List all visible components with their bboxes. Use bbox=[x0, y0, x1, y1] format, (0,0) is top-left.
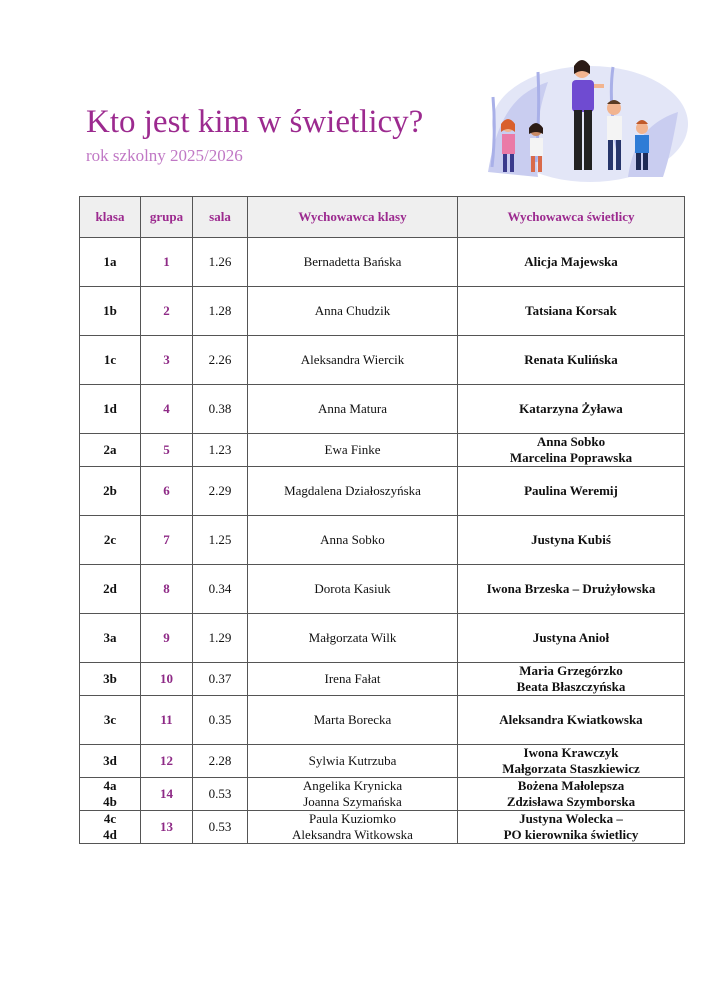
cell-klasa: 3d bbox=[80, 745, 141, 778]
cell-sala: 1.29 bbox=[193, 614, 248, 663]
cell-klasa: 4c 4d bbox=[80, 811, 141, 844]
table-row bbox=[80, 287, 685, 336]
cell-wychowawca-klasy: Anna Matura bbox=[248, 385, 458, 434]
cell-wychowawca-klasy: Dorota Kasiuk bbox=[248, 565, 458, 614]
table-row bbox=[80, 565, 685, 614]
table-row bbox=[80, 434, 685, 467]
cell-sala: 1.28 bbox=[193, 287, 248, 336]
cell-grupa: 5 bbox=[141, 434, 193, 467]
cell-grupa: 13 bbox=[141, 811, 193, 844]
cell-grupa: 7 bbox=[141, 516, 193, 565]
cell-grupa: 10 bbox=[141, 663, 193, 696]
page-title: Kto jest kim w świetlicy? bbox=[86, 104, 424, 140]
cell-wychowawca-klasy: Magdalena Działoszyńska bbox=[248, 467, 458, 516]
cell-wychowawca-klasy: Anna Sobko bbox=[248, 516, 458, 565]
cell-klasa: 1c bbox=[80, 336, 141, 385]
table-row bbox=[80, 238, 685, 287]
cell-wychowawca-klasy: Anna Chudzik bbox=[248, 287, 458, 336]
cell-wychowawca-swietlicy: Tatsiana Korsak bbox=[458, 287, 685, 336]
cell-klasa: 1d bbox=[80, 385, 141, 434]
table-row bbox=[80, 745, 685, 778]
cell-wychowawca-klasy: Irena Fałat bbox=[248, 663, 458, 696]
cell-sala: 2.29 bbox=[193, 467, 248, 516]
cell-klasa: 3a bbox=[80, 614, 141, 663]
cell-klasa: 4a 4b bbox=[80, 778, 141, 811]
cell-wychowawca-klasy: Aleksandra Wiercik bbox=[248, 336, 458, 385]
cell-wychowawca-swietlicy: Paulina Weremij bbox=[458, 467, 685, 516]
cell-klasa: 2d bbox=[80, 565, 141, 614]
table-row bbox=[80, 467, 685, 516]
cell-sala: 0.53 bbox=[193, 778, 248, 811]
cell-wychowawca-klasy: Paula Kuziomko Aleksandra Witkowska bbox=[248, 811, 458, 844]
cell-wychowawca-swietlicy: Anna Sobko Marcelina Poprawska bbox=[458, 434, 685, 467]
cell-klasa: 3b bbox=[80, 663, 141, 696]
table-row bbox=[80, 778, 685, 811]
cell-klasa: 1a bbox=[80, 238, 141, 287]
cell-sala: 1.23 bbox=[193, 434, 248, 467]
cell-wychowawca-swietlicy: Alicja Majewska bbox=[458, 238, 685, 287]
page-subtitle: rok szkolny 2025/2026 bbox=[86, 146, 243, 165]
cell-wychowawca-swietlicy: Iwona Krawczyk Małgorzata Staszkiewicz bbox=[458, 745, 685, 778]
cell-sala: 2.28 bbox=[193, 745, 248, 778]
cell-sala: 2.26 bbox=[193, 336, 248, 385]
table-row bbox=[80, 811, 685, 844]
cell-sala: 1.25 bbox=[193, 516, 248, 565]
cell-sala: 0.38 bbox=[193, 385, 248, 434]
table-row bbox=[80, 614, 685, 663]
cell-wychowawca-swietlicy: Maria Grzegórzko Beata Błaszczyńska bbox=[458, 663, 685, 696]
table-row bbox=[80, 663, 685, 696]
cell-wychowawca-klasy: Marta Borecka bbox=[248, 696, 458, 745]
header-wychowawca-klasy: Wychowawca klasy bbox=[248, 197, 458, 238]
cell-klasa: 3c bbox=[80, 696, 141, 745]
cell-wychowawca-swietlicy: Bożena Małolepsza Zdzisława Szymborska bbox=[458, 778, 685, 811]
cell-sala: 0.34 bbox=[193, 565, 248, 614]
cell-wychowawca-klasy: Bernadetta Bańska bbox=[248, 238, 458, 287]
header-klasa: klasa bbox=[80, 197, 141, 238]
header-sala: sala bbox=[193, 197, 248, 238]
cell-wychowawca-swietlicy: Renata Kulińska bbox=[458, 336, 685, 385]
header-wychowawca-swietlicy: Wychowawca świetlicy bbox=[458, 197, 685, 238]
cell-grupa: 3 bbox=[141, 336, 193, 385]
cell-sala: 0.37 bbox=[193, 663, 248, 696]
schedule-table bbox=[79, 196, 685, 844]
table-row bbox=[80, 385, 685, 434]
cell-sala: 1.26 bbox=[193, 238, 248, 287]
cell-wychowawca-klasy: Ewa Finke bbox=[248, 434, 458, 467]
header-grupa: grupa bbox=[141, 197, 193, 238]
cell-grupa: 11 bbox=[141, 696, 193, 745]
cell-sala: 0.53 bbox=[193, 811, 248, 844]
table-row bbox=[80, 336, 685, 385]
cell-grupa: 12 bbox=[141, 745, 193, 778]
cell-grupa: 14 bbox=[141, 778, 193, 811]
cell-wychowawca-swietlicy: Katarzyna Żyława bbox=[458, 385, 685, 434]
cell-grupa: 6 bbox=[141, 467, 193, 516]
cell-klasa: 2c bbox=[80, 516, 141, 565]
table-header-row bbox=[80, 197, 685, 238]
cell-wychowawca-klasy: Sylwia Kutrzuba bbox=[248, 745, 458, 778]
cell-wychowawca-swietlicy: Justyna Wolecka – PO kierownika świetlicy bbox=[458, 811, 685, 844]
cell-sala: 0.35 bbox=[193, 696, 248, 745]
cell-grupa: 1 bbox=[141, 238, 193, 287]
cell-wychowawca-klasy: Angelika Krynicka Joanna Szymańska bbox=[248, 778, 458, 811]
cell-grupa: 8 bbox=[141, 565, 193, 614]
cell-grupa: 2 bbox=[141, 287, 193, 336]
table-row bbox=[80, 696, 685, 745]
cell-wychowawca-swietlicy: Justyna Anioł bbox=[458, 614, 685, 663]
cell-klasa: 2a bbox=[80, 434, 141, 467]
cell-klasa: 2b bbox=[80, 467, 141, 516]
cell-klasa: 1b bbox=[80, 287, 141, 336]
cell-grupa: 9 bbox=[141, 614, 193, 663]
cell-grupa: 4 bbox=[141, 385, 193, 434]
cell-wychowawca-klasy: Małgorzata Wilk bbox=[248, 614, 458, 663]
teacher-children-illustration bbox=[478, 52, 688, 184]
table-row bbox=[80, 516, 685, 565]
cell-wychowawca-swietlicy: Iwona Brzeska – Drużyłowska bbox=[458, 565, 685, 614]
cell-wychowawca-swietlicy: Justyna Kubiś bbox=[458, 516, 685, 565]
cell-wychowawca-swietlicy: Aleksandra Kwiatkowska bbox=[458, 696, 685, 745]
